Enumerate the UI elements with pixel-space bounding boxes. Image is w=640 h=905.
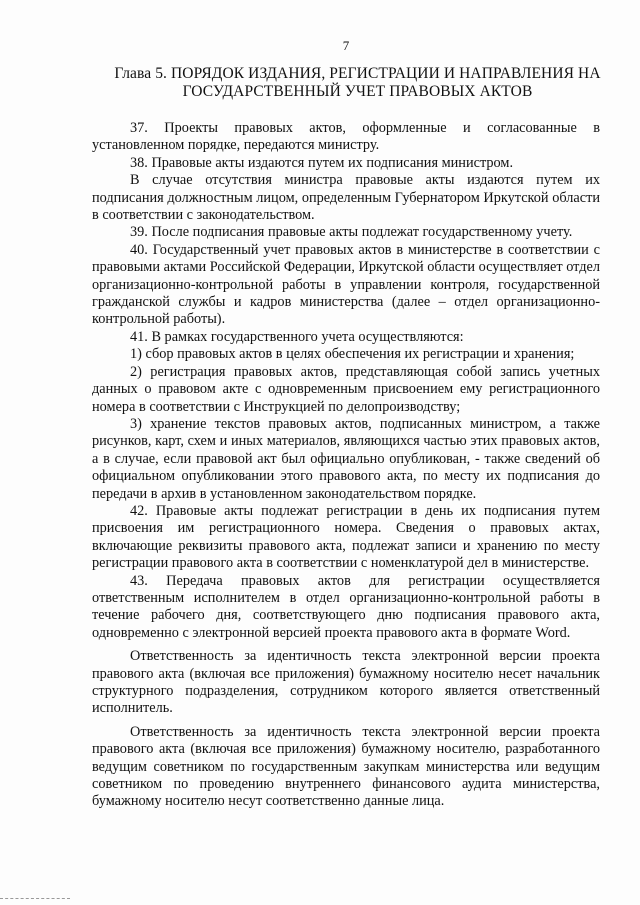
paragraph-39: 39. После подписания правовые акты подлежат государственному учету.	[130, 224, 573, 241]
paragraph-38: 38. Правовые акты издаются путем их подписания министром.	[130, 154, 514, 171]
paragraph-41: 41. В рамках государственного учета осуществляются:	[130, 328, 464, 345]
document-body	[92, 120, 600, 811]
paragraph-43: 43. Передача правовых актов для регистрации осуществляется ответственным исполнителем в отдел организационно-контрольной работы в течение рабочего дня, соответствующего дню подписания правового акта, одновременно с электронной версией проекта правового акта в формате Word.	[92, 572, 600, 641]
paragraph-40: 40. Государственный учет правовых актов в министерстве в соответствии с правовыми актами Российской Федерации, Иркутской области осуществляет отдел организационно-контрольной работы в управлении контроля, государственной гражданской службы и кадров министерства (далее – отдел организационно-контрольной работы).	[92, 241, 600, 328]
paragraph-42: 42. Правовые акты подлежат регистрации в день их подписания путем присвоения им регистрационного номера. Сведения о правовых актах, включающие реквизиты правового акта, подлежат записи и хранению по месту регистрации правового акта в соответствии с номенклатурой дел в министерстве.	[92, 502, 600, 572]
paragraph-38-absence: В случае отсутствия министра правовые акты издаются путем их подписания должностным лицом, определенным Губернатором Иркутской области в соответствии с законодательством.	[92, 172, 600, 224]
chapter-title: Глава 5. ПОРЯДОК ИЗДАНИЯ, РЕГИСТРАЦИИ И НАПРАВЛЕНИЯ НА ГОСУДАРСТВЕННЫЙ УЧЕТ ПРАВОВЫХ АКТОВ	[114, 65, 601, 100]
page-number: 7	[342, 38, 350, 53]
paragraph-43-responsibility-1: Ответственность за идентичность текста электронной версии проекта правового акта (включая все приложения) бумажному носителю несет начальник структурного подразделения, сотрудником которого является ответственный исполнитель.	[92, 648, 600, 717]
paragraph-41-item-3: 3) хранение текстов правовых актов, подписанных министром, а также рисунков, карт, схем и иных материалов, являющихся частью этих правовых актов, а в случае, если правовой акт был официально опубликован, - также сведений об официальном опубликовании этого правового акта, по месту их подписания до передачи в архив в установленном законодательством порядке.	[92, 415, 600, 502]
paragraph-41-item-1: 1) сбор правовых актов в целях обеспечения их регистрации и хранения;	[130, 346, 575, 363]
paragraph-41-item-2: 2) регистрация правовых актов, представляющая собой запись учетных данных о правовом акте с одновременным присвоением ему регистрационного номера в соответствии с Инструкцией по делопроизводству;	[92, 363, 600, 415]
paragraph-43-responsibility-2: Ответственность за идентичность текста электронной версии проекта правового акта (включая все приложения) бумажному носителю, разработанного ведущим советником по государственным закупкам министерства или ведущим советником по проведению внутреннего финансового аудита министерства, бумажному носителю несут соответственно данные лица.	[92, 723, 600, 810]
footer-divider	[0, 898, 70, 899]
paragraph-37: 37. Проекты правовых актов, оформленные и согласованные в установленном порядке, передаются министру.	[92, 120, 600, 154]
